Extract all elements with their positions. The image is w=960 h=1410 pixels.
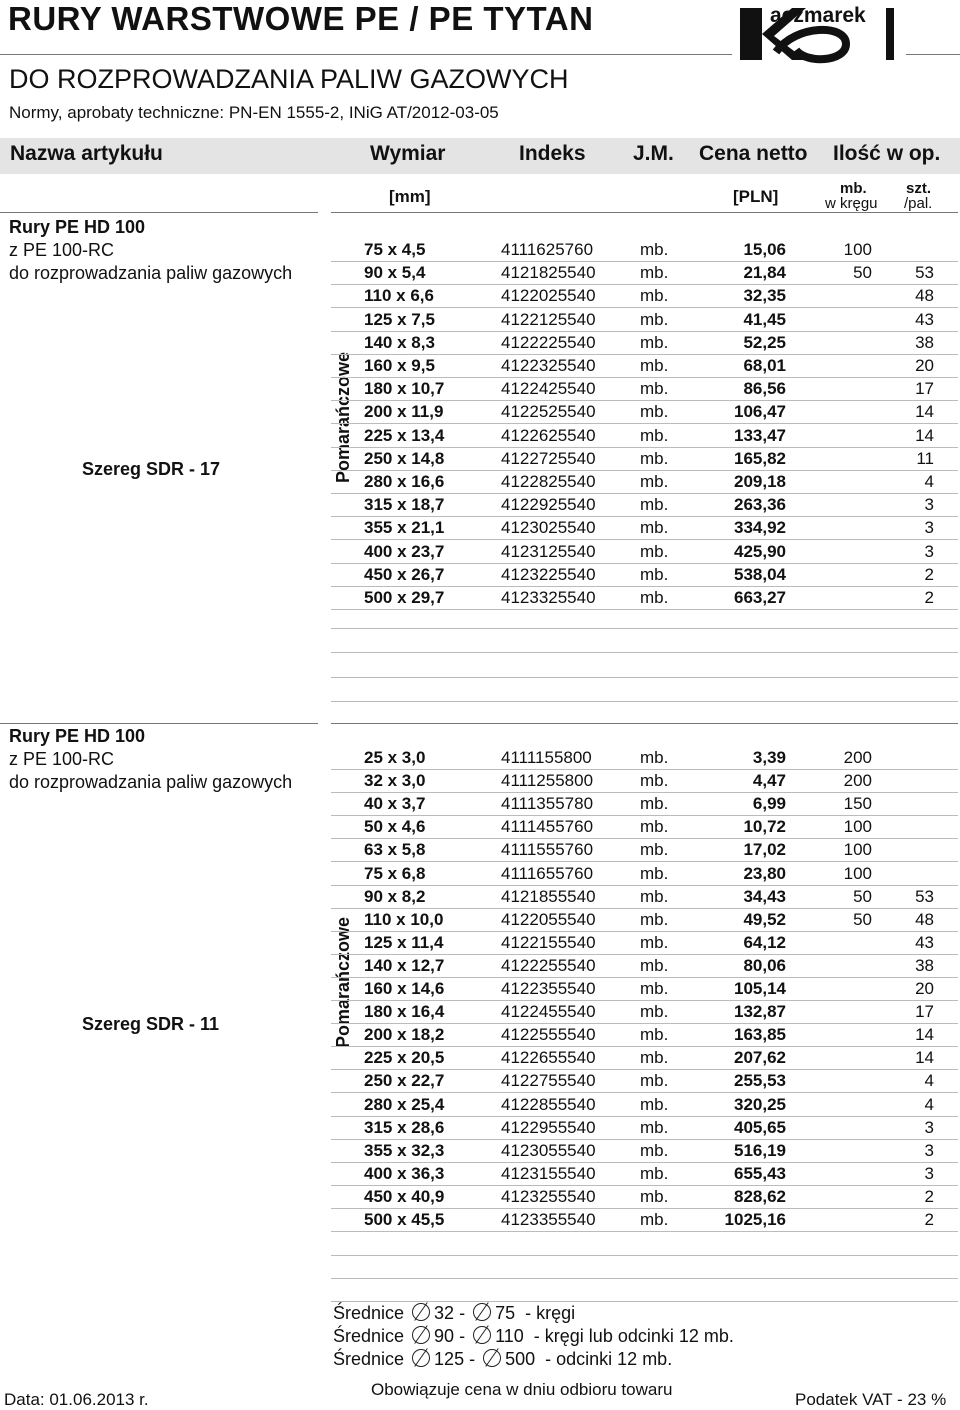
- pallet-qty-cell: 4: [924, 472, 934, 491]
- note-to: 500: [505, 1349, 536, 1369]
- table-row: [331, 862, 958, 886]
- section-purpose: do rozprowadzania paliw gazowych: [9, 772, 293, 792]
- pallet-qty-cell: 48: [915, 286, 934, 306]
- unit-cell: mb.: [640, 332, 669, 352]
- unit-cell: mb.: [640, 448, 669, 468]
- pallet-qty-cell: 14: [915, 1025, 934, 1045]
- index-cell: 4121855540: [501, 886, 596, 906]
- empty-row-line: [331, 1255, 958, 1256]
- pallet-qty-cell: 38: [915, 955, 934, 975]
- empty-row-line: [331, 701, 958, 702]
- dimension-cell: 450 x 40,9: [364, 1186, 445, 1206]
- diameter-icon: [473, 1326, 491, 1344]
- price-cell: 3,39: [752, 748, 786, 767]
- index-cell: 4111155800: [501, 748, 592, 767]
- table-row: [331, 1139, 958, 1163]
- diameter-icon: [483, 1349, 501, 1367]
- table-row: [331, 769, 958, 793]
- col-dimension: Wymiar: [370, 142, 446, 165]
- dimension-cell: 140 x 8,3: [364, 332, 435, 352]
- index-cell: 4123225540: [501, 564, 596, 584]
- pallet-qty-cell: 3: [924, 541, 934, 561]
- table-row: [331, 1162, 958, 1186]
- date-label: Data: 01.06.2013 r.: [4, 1390, 149, 1409]
- index-cell: 4122025540: [501, 286, 596, 306]
- color-label: Pomarańczowe: [333, 916, 353, 1048]
- unit-cell: mb.: [640, 356, 669, 375]
- dimension-cell: 160 x 9,5: [364, 356, 435, 375]
- index-cell: 4111555760: [501, 840, 594, 860]
- table-row: [331, 1069, 958, 1093]
- price-cell: 80,06: [743, 955, 786, 975]
- pallet-qty-cell: 14: [915, 402, 934, 422]
- subtitle: DO ROZPROWADZANIA PALIW GAZOWYCH: [9, 64, 569, 94]
- price-cell: 828,62: [734, 1186, 786, 1206]
- dimension-cell: 40 x 3,7: [364, 794, 426, 814]
- coil-qty-cell: 50: [853, 886, 872, 906]
- color-label: Pomarańczowe: [333, 351, 353, 483]
- dimension-cell: 225 x 13,4: [364, 425, 445, 445]
- pallet-qty-cell: 2: [924, 564, 934, 584]
- pallet-qty-cell: 20: [915, 979, 934, 998]
- pallet-qty-cell: 43: [915, 932, 934, 952]
- price-cell: 263,36: [734, 495, 786, 515]
- section-material: z PE 100-RC: [9, 749, 115, 769]
- price-unit: [PLN]: [733, 187, 779, 206]
- table-row: [331, 1185, 958, 1209]
- index-cell: 4122055540: [501, 909, 596, 929]
- index-cell: 4123325540: [501, 588, 596, 607]
- index-cell: 4123155540: [501, 1163, 596, 1183]
- note-label: Średnice: [333, 1303, 405, 1323]
- unit-cell: mb.: [640, 1186, 669, 1206]
- unit-cell: mb.: [640, 1094, 669, 1114]
- pal-label: /pal.: [904, 195, 933, 212]
- unit-cell: mb.: [640, 309, 669, 329]
- price-cell: 52,25: [743, 332, 786, 352]
- price-cell: 86,56: [743, 379, 786, 399]
- unit-cell: mb.: [640, 379, 669, 399]
- table-row: [331, 792, 958, 816]
- dimension-cell: 25 x 3,0: [364, 748, 426, 767]
- section-purpose: do rozprowadzania paliw gazowych: [9, 263, 293, 283]
- unit-cell: mb.: [640, 863, 669, 883]
- table-row: [331, 540, 958, 564]
- dimension-cell: 200 x 18,2: [364, 1025, 445, 1045]
- dimension-cell: 160 x 14,6: [364, 979, 445, 998]
- divider: [331, 723, 958, 724]
- price-cell: 165,82: [734, 448, 786, 468]
- note-to: 75: [495, 1303, 516, 1323]
- price-cell: 132,87: [734, 1002, 786, 1022]
- unit-cell: mb.: [640, 886, 669, 906]
- pallet-qty-cell: 53: [915, 886, 934, 906]
- dimension-cell: 250 x 22,7: [364, 1071, 445, 1091]
- unit-cell: mb.: [640, 1163, 669, 1183]
- unit-cell: mb.: [640, 771, 669, 791]
- note-label: Średnice: [333, 1326, 405, 1346]
- unit-cell: mb.: [640, 564, 669, 584]
- title-rule-right: [906, 54, 960, 55]
- coil-qty-cell: 100: [843, 817, 872, 837]
- index-cell: 4123255540: [501, 1186, 596, 1206]
- index-cell: 4122955540: [501, 1117, 596, 1137]
- note-row: [333, 1349, 672, 1370]
- page-title: RURY WARSTWOWE PE / PE TYTAN: [8, 0, 594, 37]
- index-cell: 4121825540: [501, 263, 596, 283]
- price-cell: 425,90: [734, 541, 786, 561]
- vat-label: Podatek VAT - 23 %: [795, 1390, 947, 1409]
- unit-cell: mb.: [640, 979, 669, 998]
- pallet-qty-cell: 53: [915, 263, 934, 283]
- index-cell: 4122625540: [501, 425, 596, 445]
- dimension-cell: 180 x 16,4: [364, 1002, 445, 1022]
- price-cell: 41,45: [743, 309, 786, 329]
- col-qty: Ilość w op.: [833, 142, 941, 165]
- price-cell: 538,04: [734, 564, 786, 584]
- dimension-cell: 250 x 14,8: [364, 448, 445, 468]
- index-cell: 4122255540: [501, 955, 596, 975]
- price-cell: 105,14: [734, 979, 786, 998]
- table-row: [331, 308, 958, 332]
- unit-cell: mb.: [640, 794, 669, 814]
- price-validity-note: Obowiązuje cena w dniu odbioru towaru: [371, 1380, 673, 1399]
- note-text: - kręgi lub odcinki 12 mb.: [533, 1326, 734, 1346]
- index-cell: 4111655760: [501, 863, 594, 883]
- table-row: [331, 838, 958, 862]
- dim-unit: [mm]: [389, 187, 431, 206]
- unit-cell: mb.: [640, 1140, 669, 1160]
- dimension-cell: 225 x 20,5: [364, 1048, 445, 1068]
- dimension-cell: 355 x 21,1: [364, 518, 445, 538]
- pallet-qty-cell: 17: [915, 1002, 934, 1022]
- dimension-cell: 280 x 25,4: [364, 1094, 445, 1114]
- divider: [331, 212, 958, 213]
- pallet-qty-cell: 3: [924, 1140, 934, 1160]
- price-cell: 320,25: [734, 1094, 786, 1114]
- table-row: [331, 354, 958, 378]
- dimension-cell: 32 x 3,0: [364, 771, 426, 791]
- unit-cell: mb.: [640, 402, 669, 422]
- table-row: [331, 238, 958, 262]
- unit-cell: mb.: [640, 495, 669, 515]
- index-cell: 4111455760: [501, 817, 594, 837]
- table-row: [331, 586, 958, 610]
- index-cell: 4122555540: [501, 1025, 596, 1045]
- table-row: [331, 1000, 958, 1024]
- norms-text: Normy, aprobaty techniczne: PN-EN 1555-2, INiG AT/2012-03-05: [9, 103, 499, 122]
- table-row: [331, 493, 958, 517]
- pallet-qty-cell: 3: [924, 1163, 934, 1183]
- pallet-qty-cell: 20: [915, 356, 934, 375]
- price-cell: 133,47: [734, 425, 786, 445]
- unit-cell: mb.: [640, 748, 669, 767]
- table-row: [331, 470, 958, 494]
- table-row: [331, 1116, 958, 1140]
- unit-cell: mb.: [640, 263, 669, 283]
- table-row: [331, 1208, 958, 1232]
- pallet-qty-cell: 4: [924, 1071, 934, 1091]
- dimension-cell: 400 x 23,7: [364, 541, 445, 561]
- note-from: 90 -: [434, 1326, 466, 1346]
- unit-cell: mb.: [640, 817, 669, 837]
- divider: [0, 723, 318, 724]
- index-cell: 4122425540: [501, 379, 596, 399]
- price-cell: 17,02: [743, 840, 786, 860]
- price-cell: 6,99: [752, 794, 786, 814]
- coil-qty-cell: 100: [843, 240, 872, 259]
- coil-qty-cell: 100: [843, 840, 872, 860]
- note-row: [333, 1303, 575, 1324]
- unit-cell: mb.: [640, 1025, 669, 1045]
- empty-row-line: [331, 628, 958, 629]
- table-row: [331, 815, 958, 839]
- index-cell: 4111625760: [501, 240, 594, 259]
- section-title: Rury PE HD 100: [9, 726, 146, 746]
- price-cell: 32,35: [743, 286, 786, 306]
- note-label: Średnice: [333, 1349, 405, 1369]
- index-cell: 4122925540: [501, 495, 596, 515]
- diameter-icon: [412, 1349, 430, 1367]
- title-rule: [0, 54, 732, 55]
- pallet-qty-cell: 14: [915, 425, 934, 445]
- pallet-qty-cell: 3: [924, 1117, 934, 1137]
- index-cell: 4122655540: [501, 1048, 596, 1068]
- col-unit: J.M.: [633, 142, 674, 165]
- series-label: Szereg SDR - 11: [82, 1014, 220, 1034]
- unit-cell: mb.: [640, 425, 669, 445]
- dimension-cell: 110 x 10,0: [364, 909, 444, 929]
- price-cell: 209,18: [734, 472, 786, 491]
- index-cell: 4111255800: [501, 771, 594, 791]
- table-row: [331, 977, 958, 1001]
- empty-row-line: [331, 677, 958, 678]
- empty-row-line: [331, 652, 958, 653]
- index-cell: 4123355540: [501, 1210, 596, 1229]
- unit-cell: mb.: [640, 955, 669, 975]
- table-row: [331, 1046, 958, 1070]
- coil-qty-cell: 50: [853, 909, 872, 929]
- table-row: [331, 1093, 958, 1117]
- dimension-cell: 450 x 26,7: [364, 564, 445, 584]
- index-cell: 4122525540: [501, 402, 596, 422]
- table-row: [331, 331, 958, 355]
- price-cell: 21,84: [743, 263, 786, 283]
- pallet-qty-cell: 3: [924, 518, 934, 538]
- dimension-cell: 315 x 28,6: [364, 1117, 445, 1137]
- dimension-cell: 315 x 18,7: [364, 495, 445, 515]
- pallet-qty-cell: 4: [924, 1094, 934, 1114]
- table-row: [331, 563, 958, 587]
- price-cell: 516,19: [734, 1140, 786, 1160]
- logo-text: aczmarek: [770, 4, 866, 27]
- col-name: Nazwa artykułu: [10, 142, 163, 165]
- section-title: Rury PE HD 100: [9, 217, 146, 237]
- price-cell: 1025,16: [724, 1210, 786, 1229]
- unit-cell: mb.: [640, 932, 669, 952]
- empty-row-line: [331, 1301, 958, 1302]
- dimension-cell: 180 x 10,7: [364, 379, 445, 399]
- index-cell: 4123025540: [501, 518, 596, 538]
- index-cell: 4123055540: [501, 1140, 596, 1160]
- divider: [0, 212, 318, 213]
- unit-cell: mb.: [640, 1002, 669, 1022]
- price-cell: 334,92: [734, 518, 786, 538]
- price-cell: 49,52: [743, 909, 786, 929]
- unit-cell: mb.: [640, 541, 669, 561]
- dimension-cell: 355 x 32,3: [364, 1140, 445, 1160]
- coil-qty-cell: 100: [843, 863, 872, 883]
- index-cell: 4122755540: [501, 1071, 596, 1091]
- section-material: z PE 100-RC: [9, 240, 115, 260]
- price-cell: 207,62: [734, 1048, 786, 1068]
- dimension-cell: 125 x 11,4: [364, 932, 444, 952]
- coil-qty-cell: 150: [843, 794, 872, 814]
- price-cell: 405,65: [734, 1117, 786, 1137]
- index-cell: 4122125540: [501, 309, 596, 329]
- pallet-qty-cell: 2: [924, 588, 934, 607]
- unit-cell: mb.: [640, 909, 669, 929]
- unit-cell: mb.: [640, 286, 669, 306]
- index-cell: 4122225540: [501, 332, 596, 352]
- table-row: [331, 954, 958, 978]
- table-row: [331, 400, 958, 424]
- price-cell: 106,47: [734, 402, 786, 422]
- price-cell: 663,27: [734, 588, 786, 607]
- price-cell: 34,43: [743, 886, 786, 906]
- dimension-cell: 90 x 8,2: [364, 886, 426, 906]
- index-cell: 4123125540: [501, 541, 596, 561]
- unit-cell: mb.: [640, 588, 669, 607]
- table-row: [331, 284, 958, 308]
- pallet-qty-cell: 3: [924, 495, 934, 515]
- coil-label: w kręgu: [825, 195, 878, 212]
- pallet-qty-cell: 17: [915, 379, 934, 399]
- note-text: - kręgi: [525, 1303, 576, 1323]
- price-cell: 10,72: [743, 817, 786, 837]
- table-row: [331, 885, 958, 909]
- coil-unit: mb.: [840, 180, 867, 197]
- unit-cell: mb.: [640, 1048, 669, 1068]
- series-label: Szereg SDR - 17: [82, 459, 221, 479]
- note-text: - odcinki 12 mb.: [545, 1349, 673, 1369]
- pallet-qty-cell: 11: [916, 448, 934, 468]
- dimension-cell: 50 x 4,6: [364, 817, 426, 837]
- logo-graphic: [736, 4, 904, 68]
- price-cell: 15,06: [743, 240, 786, 259]
- price-cell: 68,01: [743, 356, 786, 375]
- note-row: [333, 1326, 734, 1347]
- index-cell: 4122325540: [501, 356, 596, 375]
- dimension-cell: 90 x 5,4: [364, 263, 426, 283]
- index-cell: 4122355540: [501, 979, 596, 998]
- price-cell: 4,47: [752, 771, 786, 791]
- price-cell: 163,85: [734, 1025, 786, 1045]
- index-cell: 4122855540: [501, 1094, 596, 1114]
- coil-qty-cell: 50: [853, 263, 872, 283]
- dimension-cell: 75 x 6,8: [364, 863, 426, 883]
- table-row: [331, 746, 958, 770]
- dimension-cell: 500 x 29,7: [364, 588, 445, 607]
- pallet-qty-cell: 2: [924, 1186, 934, 1206]
- table-row: [331, 447, 958, 471]
- empty-row-line: [331, 1278, 958, 1279]
- unit-cell: mb.: [640, 518, 669, 538]
- price-cell: 655,43: [734, 1163, 786, 1183]
- index-cell: 4122455540: [501, 1002, 596, 1022]
- dimension-cell: 75 x 4,5: [364, 240, 426, 259]
- col-price: Cena netto: [699, 142, 808, 165]
- pallet-qty-cell: 14: [915, 1048, 934, 1068]
- table-row: [331, 931, 958, 955]
- price-cell: 23,80: [743, 863, 786, 883]
- table-row: [331, 424, 958, 448]
- dimension-cell: 63 x 5,8: [364, 840, 426, 860]
- index-cell: 4111355780: [501, 794, 594, 814]
- pallet-qty-cell: 2: [924, 1210, 934, 1229]
- dimension-cell: 140 x 12,7: [364, 955, 445, 975]
- pallet-qty-cell: 48: [915, 909, 934, 929]
- pallet-qty-cell: 38: [915, 332, 934, 352]
- unit-cell: mb.: [640, 472, 669, 491]
- table-row: [331, 1023, 958, 1047]
- col-index: Indeks: [519, 142, 586, 165]
- dimension-cell: 110 x 6,6: [364, 286, 434, 306]
- pallet-qty-cell: 43: [915, 309, 934, 329]
- dimension-cell: 400 x 36,3: [364, 1163, 445, 1183]
- table-row: [331, 261, 958, 285]
- coil-qty-cell: 200: [843, 771, 872, 791]
- dimension-cell: 500 x 45,5: [364, 1210, 445, 1229]
- unit-cell: mb.: [640, 840, 669, 860]
- pal-unit: szt.: [906, 180, 932, 197]
- price-cell: 64,12: [743, 932, 786, 952]
- dimension-cell: 125 x 7,5: [364, 309, 435, 329]
- unit-cell: mb.: [640, 240, 669, 259]
- price-cell: 255,53: [734, 1071, 786, 1091]
- table-row: [331, 908, 958, 932]
- table-row: [331, 377, 958, 401]
- index-cell: 4122155540: [501, 932, 596, 952]
- unit-cell: mb.: [640, 1210, 669, 1229]
- diameter-icon: [473, 1303, 491, 1321]
- note-from: 32 -: [434, 1303, 466, 1323]
- coil-qty-cell: 200: [843, 748, 872, 767]
- company-logo: [736, 4, 904, 68]
- table-row: [331, 516, 958, 540]
- unit-cell: mb.: [640, 1071, 669, 1091]
- note-to: 110: [495, 1326, 524, 1346]
- note-from: 125 -: [434, 1349, 476, 1369]
- diameter-icon: [412, 1326, 430, 1344]
- index-cell: 4122825540: [501, 472, 596, 491]
- unit-cell: mb.: [640, 1117, 669, 1137]
- dimension-cell: 280 x 16,6: [364, 472, 445, 491]
- diameter-icon: [412, 1303, 430, 1321]
- dimension-cell: 200 x 11,9: [364, 402, 444, 422]
- index-cell: 4122725540: [501, 448, 596, 468]
